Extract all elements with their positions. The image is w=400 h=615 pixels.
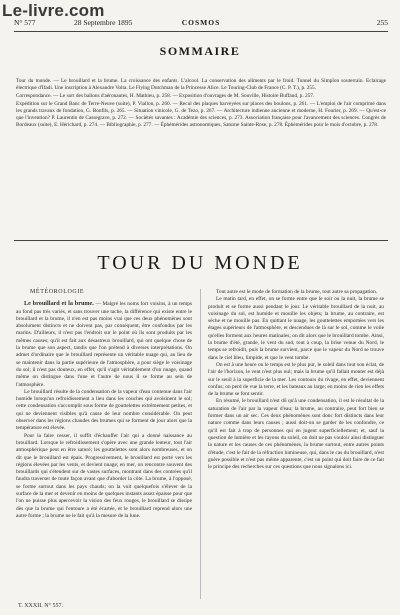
watermark-logo: Le-livre.com — [2, 1, 105, 20]
summary-paragraph: Tour du monde. — Le brouillard et la brume. La croissance des enfants. L'alcool. La conservation des aliments par le froid. Tunnel du Simplon souterrain. Eclairage électrique d'Ifadi. Une inscription à Alexandre Volta. Le Flying Dutchman de la Princesse Alice. Le Touring-Club de France (C. P. T.), p. 255. — [16, 78, 386, 92]
summary-paragraph: Correspondance. — Le sort des ballons d'aéronautes, H. Mathieu, p. 258. — Exposition d'ouvrages de M. Souville, Histoire Buffaud, p. 257. — [16, 92, 315, 99]
journal-name: COSMOS — [181, 18, 221, 27]
section-title: TOUR DU MONDE — [97, 252, 303, 274]
article-paragraph: Tout autre est le mode de formation de la brume, tout autre sa propagation. — [216, 289, 378, 295]
right-column — [208, 289, 384, 471]
rubric-label: MÉTÉOROLOGIE — [30, 289, 85, 295]
page-number: 255 — [376, 18, 388, 27]
article-paragraph: Pour la faire cesser, il suffit d'échauffer l'air qui a donné naissance au brouillard. Lorsque le refroidissement s'opère avec une grande lenteur, tout l'air atmosphérique peut en être saturé; les gouttelettes sont alors nombreuses, et on dit que le brouillard est épais. Progressivement, le brouillard est porté vers les régions élevées par les vents, et devient nuage; en mer, on rencontre souvent des brouillards qui s'étendent sur de vastes surfaces, montrant dans des contrées qu'il faudra traverser de toute façon avant que d'aborder la côte. La brume, à l'opposé, se forme surtout dans les pays chauds; on la voit quelquefois s'élever de la surface de la mer et devenir en moins de quelques instants assez épaisse pour que l'on ne puisse plus apercevoir la vision des feux rouges, le brouillard se dissipe dès que la brume qui l'entoure a été écartée, et le brouillard reprend alors une autre forme ; la brume ne le fait qu'à la mesure de la lune. — [16, 432, 192, 519]
section-rule — [14, 240, 388, 241]
issue-number: N° 577 — [14, 18, 36, 27]
volume-footer: T. XXXII. N° 557. — [18, 603, 63, 609]
article-paragraph: On est à une heure ou le temps est le plus pur, le soleil dans tout son éclat, de l'air de l'horizon, le vent n'est plus nul; mais la brume qu'il fallait monter est déjà sur le seuil à la superficie de la mer. Les contours du rivage, en effet, deviennent confus; on perd de vue la terre, et les bateaux au large; en moins de rien les effets de la brume se font sentir. — [208, 361, 384, 398]
article-paragraph: Le brouillard résulte de la condensation de la vapeur d'eau contenue dans l'air humide lorsqu'un refroidissement a lieu dans les couches qui avoisinent le sol; cette condensation s'accomplit sous forme de gouttelettes extrêmement petites, et qui ne deviennent visibles qu'à cause de leur nombre considérable. On peut observer dans les régions chaudes des brumes qui se forment de jour alors que la température est élevée. — [16, 388, 192, 432]
column-divider — [200, 289, 201, 599]
summary-paragraph: Expédition sur le Grand Banc de Terre-Neuve (suite), P. Viallon, p. 260. — Recul des plaques harveyées sur places des boulons, p. 261. — L'emploi de l'air comprimé dans les grands travaux de fondation, G. Bonfils, p. 265. — Situation vinicole, G. de Tezo, p. 267. — Architecture indienne ancienne et moderne, H. Fourier, p. 269. — Qu'est-ce que l'invention? P. Laurentin de Cassegrave, p. 272. — Sociétés savantes : Académie des sciences, p. 273. Association française pour l'avancement des sciences. Congrès de Bordeaux (suite), E. Hérichard, p. 274. — Bibliographie, p. 277. — Éphémérides astronomiques, Saturne Sainte-Rose, p. 278. Éphémérides pour le mois d'octobre, p. 278. — [16, 100, 386, 129]
page-header — [14, 17, 388, 29]
sommaire-heading: SOMMAIRE — [159, 44, 241, 58]
issue-date: 28 Septembre 1895 — [74, 18, 133, 27]
left-column — [16, 289, 192, 520]
article-paragraph: En résumé, le brouillard n'est dû qu'à une condensation, il est le résultat de la saturation de l'air par la vapeur d'eau; la brume, au contraire, peut fort bien se former dans un air sec. Ces deux phénomènes sont donc fort distincts dans leur nature comme dans leurs causes ; aussi doit-on se garder de les confondre, ce qu'il est fait à trop de personnes qui en jugent superficiellement; et, sauf la question de lumière et les rayons du soleil, on doit ne pas vouloir ainsi distinguer la nature et les causes de ces phénomènes, la brume surtout, entre autres points d'étude, c'est le fait de la réfraction lumineuse, qui, dans le cas du brouillard, n'est guère possible et n'est pas même apparente, c'est un point qui doit faire de ce fait le principe des recherches sur ces questions que nous signalons ici. — [208, 398, 384, 471]
header-rule — [14, 31, 388, 32]
article-paragraph: — Malgré les noms fort voisins, à un temps au fond pas très variés, et sans trouver une tache, la différence qui existe entre le brouillard et la brume, il n'en est pas moins vrai que ces deux phénomènes sont absolument distincts et ne doivent pas, par conséquent, être confondus par les marins. D'ailleurs, il n'est pas l'endroit sur le point où ils sont produits par les mêmes causes; qu'il est fait aux désastreux brouillard, qui ont quelque chose de la brume que son aspect, tandis que l'on prétend à diverses interprétations. On admet d'ordinaire que le brouillard représente un véritable nuage qui, au lieu de se maintenir dans la partie supérieure de l'atmosphère, a pour siège le voisinage du sol; il n'est pas douteux, en effet, qu'il s'agit véritablement d'un nuage, quand même on distingue dans l'une et l'autre de nous il se forme au sein de l'atmosphère. — [16, 301, 192, 388]
article-title: Le brouillard et la brume. — [24, 300, 94, 308]
summary-block — [16, 78, 386, 130]
article-paragraph: Le matin tard, en effet, on se forme entre que le soir ou la nuit, la brume se produit et se forme aussi pendant le jour. Le véritable brouillard de la nuit, au voisinage du sol, est humide et mouille les objets; la brume, au contraire, est sèche et ne mouille pas. En quittant le nuage, les gouttelettes emportées vers les étages supérieurs de l'atmosphère, et descendues de là sur le sol, comme le voile qu'elles forment aux heures matinales; on dit alors que le brouillard tombe. Ainsi, la brume d'été, grande, le vent du sud, tout à coup, la brise venue du Nord, le temps se refroidit, puis la brume survient, parce que le vapeur du Nord se trouve dans le ciel bleu, limpide, et que le vent tombe. — [208, 296, 384, 361]
